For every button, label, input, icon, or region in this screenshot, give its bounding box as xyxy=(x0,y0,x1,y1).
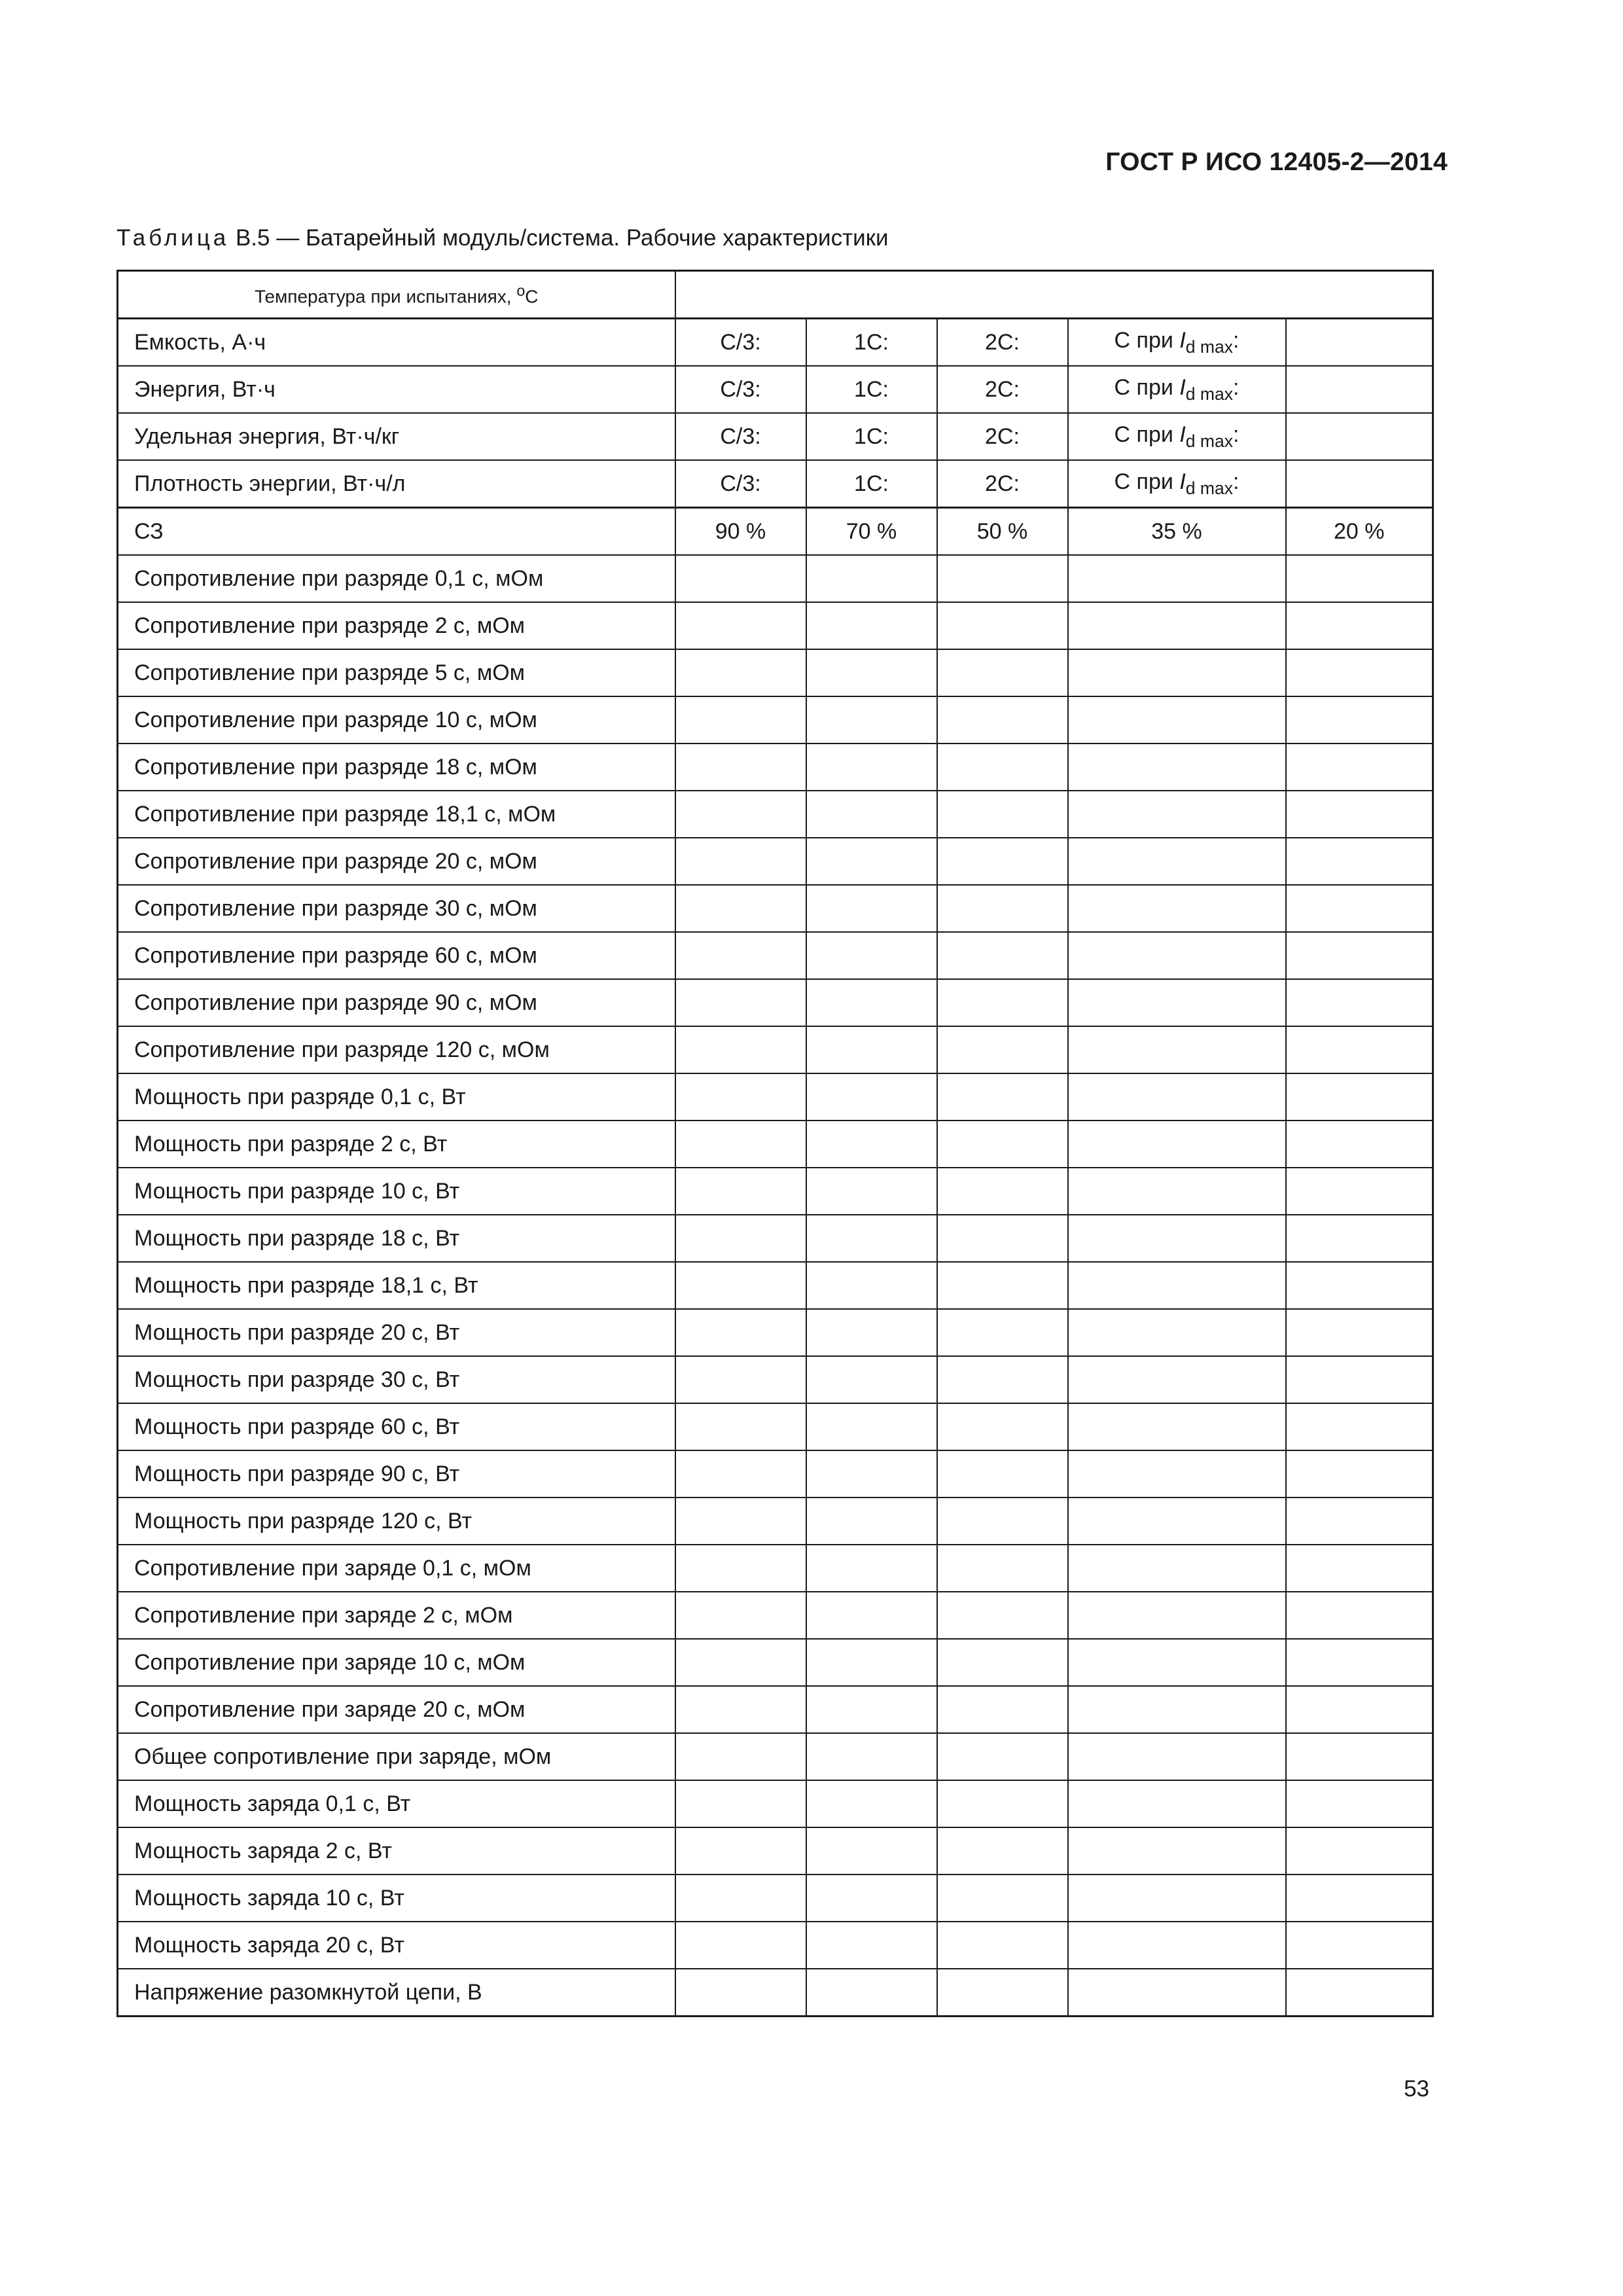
value-cell[interactable] xyxy=(1068,1780,1286,1827)
value-cell[interactable] xyxy=(1286,555,1433,602)
table-row xyxy=(118,1733,1433,1780)
value-cell[interactable] xyxy=(806,1827,937,1874)
value-cell[interactable] xyxy=(1068,649,1286,696)
value-cell[interactable] xyxy=(1286,838,1433,885)
table-row xyxy=(118,1356,1433,1403)
value-cell[interactable] xyxy=(675,649,806,696)
value-cell[interactable] xyxy=(806,979,937,1026)
value-cell[interactable] xyxy=(937,1073,1068,1121)
value-cell[interactable] xyxy=(937,1780,1068,1827)
value-cell[interactable] xyxy=(1286,1403,1433,1450)
value-cell[interactable] xyxy=(1286,1309,1433,1356)
table-row xyxy=(118,791,1433,838)
value-cell[interactable] xyxy=(1286,1262,1433,1309)
value-cell[interactable] xyxy=(937,1686,1068,1733)
value-cell[interactable] xyxy=(1068,1215,1286,1262)
value-cell[interactable] xyxy=(1068,932,1286,979)
soc-value: 70 % xyxy=(806,508,937,556)
value-cell[interactable] xyxy=(806,744,937,791)
value-cell[interactable] xyxy=(1068,885,1286,932)
value-cell[interactable] xyxy=(675,1498,806,1545)
value-cell[interactable] xyxy=(937,1309,1068,1356)
value-cell[interactable] xyxy=(806,1922,937,1969)
value-cell[interactable] xyxy=(937,1262,1068,1309)
table-row xyxy=(118,1215,1433,1262)
row-label: Сопротивление при разряде 120 с, мОм xyxy=(118,1026,675,1073)
row-label: Плотность энергии, Вт·ч/л xyxy=(118,460,675,508)
value-cell[interactable] xyxy=(675,1309,806,1356)
rate-cell-c2: 2С: xyxy=(937,366,1068,413)
value-cell[interactable] xyxy=(1286,791,1433,838)
value-cell[interactable] xyxy=(806,838,937,885)
value-cell[interactable] xyxy=(806,1215,937,1262)
value-cell[interactable] xyxy=(675,1356,806,1403)
value-cell[interactable] xyxy=(1068,1356,1286,1403)
value-cell[interactable] xyxy=(675,1215,806,1262)
table-row xyxy=(118,979,1433,1026)
value-cell[interactable] xyxy=(675,1592,806,1639)
value-cell[interactable] xyxy=(1068,838,1286,885)
row-label: Удельная энергия, Вт·ч/кг xyxy=(118,413,675,460)
value-cell[interactable] xyxy=(675,1073,806,1121)
value-cell[interactable] xyxy=(937,838,1068,885)
table-row xyxy=(118,744,1433,791)
row-label: СЗ xyxy=(118,508,675,556)
table-row xyxy=(118,1026,1433,1073)
value-cell[interactable] xyxy=(937,1356,1068,1403)
value-cell[interactable] xyxy=(1286,1121,1433,1168)
row-label: Сопротивление при разряде 0,1 с, мОм xyxy=(118,555,675,602)
value-cell[interactable] xyxy=(806,602,937,649)
value-cell[interactable] xyxy=(937,602,1068,649)
value-cell[interactable] xyxy=(675,1450,806,1498)
value-cell[interactable] xyxy=(675,1686,806,1733)
soc-value: 20 % xyxy=(1286,508,1433,556)
rate-row xyxy=(118,319,1433,367)
row-label: Мощность при разряде 18,1 с, Вт xyxy=(118,1262,675,1309)
value-cell[interactable] xyxy=(937,1168,1068,1215)
value-cell[interactable] xyxy=(937,1827,1068,1874)
table-body xyxy=(118,271,1433,2017)
rate-cell-c3: С/3: xyxy=(675,366,806,413)
value-cell[interactable] xyxy=(675,932,806,979)
value-cell[interactable] xyxy=(675,1874,806,1922)
value-cell[interactable] xyxy=(1286,979,1433,1026)
temperature-label: Температура при испытаниях, $^о$С xyxy=(118,271,675,319)
value-cell[interactable] xyxy=(937,744,1068,791)
value-cell[interactable] xyxy=(1068,602,1286,649)
value-cell[interactable] xyxy=(806,1969,937,2017)
value-cell[interactable] xyxy=(806,696,937,744)
value-cell[interactable] xyxy=(806,649,937,696)
row-label: Сопротивление при разряде 18 с, мОм xyxy=(118,744,675,791)
value-cell[interactable] xyxy=(675,555,806,602)
value-cell[interactable] xyxy=(806,1874,937,1922)
table-row xyxy=(118,1922,1433,1969)
value-cell[interactable] xyxy=(675,1827,806,1874)
value-cell[interactable] xyxy=(1068,791,1286,838)
table-row xyxy=(118,555,1433,602)
row-label: Мощность при разряде 0,1 с, Вт xyxy=(118,1073,675,1121)
value-cell[interactable] xyxy=(937,1215,1068,1262)
value-cell[interactable] xyxy=(675,838,806,885)
table-row xyxy=(118,932,1433,979)
value-cell[interactable] xyxy=(937,649,1068,696)
rate-cell-c1: 1С: xyxy=(806,366,937,413)
soc-value: 35 % xyxy=(1068,508,1286,556)
value-cell[interactable] xyxy=(806,1592,937,1639)
table-row xyxy=(118,649,1433,696)
temperature-row xyxy=(118,271,1433,319)
value-cell[interactable] xyxy=(937,1545,1068,1592)
value-cell[interactable] xyxy=(675,744,806,791)
row-label: Мощность при разряде 10 с, Вт xyxy=(118,1168,675,1215)
value-cell[interactable] xyxy=(1286,744,1433,791)
value-cell[interactable] xyxy=(806,1780,937,1827)
value-cell[interactable] xyxy=(1068,1545,1286,1592)
value-cell[interactable] xyxy=(806,1545,937,1592)
row-label: Мощность при разряде 18 с, Вт xyxy=(118,1215,675,1262)
row-label: Общее сопротивление при заряде, мОм xyxy=(118,1733,675,1780)
table-row xyxy=(118,1121,1433,1168)
value-cell[interactable] xyxy=(1286,1356,1433,1403)
value-cell[interactable] xyxy=(1286,1969,1433,2017)
rate-cell-cmax: С при $I_{d max}$: xyxy=(1068,460,1286,508)
table-row xyxy=(118,885,1433,932)
value-cell[interactable] xyxy=(675,979,806,1026)
value-cell[interactable] xyxy=(1068,1073,1286,1121)
value-cell[interactable] xyxy=(1068,744,1286,791)
table-row xyxy=(118,1403,1433,1450)
rate-row xyxy=(118,460,1433,508)
value-cell[interactable] xyxy=(1068,1969,1286,2017)
caption-label: Таблица xyxy=(116,225,230,251)
value-cell[interactable] xyxy=(1068,1733,1286,1780)
rate-cell-c1: 1С: xyxy=(806,319,937,367)
value-cell[interactable] xyxy=(1286,649,1433,696)
value-cell[interactable] xyxy=(1286,460,1433,508)
value-cell[interactable] xyxy=(806,1168,937,1215)
value-cell[interactable] xyxy=(1286,1686,1433,1733)
value-cell[interactable] xyxy=(806,932,937,979)
row-label: Сопротивление при разряде 2 с, мОм xyxy=(118,602,675,649)
value-cell[interactable] xyxy=(937,1592,1068,1639)
value-cell[interactable] xyxy=(675,885,806,932)
value-cell[interactable] xyxy=(937,555,1068,602)
value-cell[interactable] xyxy=(806,1121,937,1168)
rate-cell-c1: 1С: xyxy=(806,413,937,460)
value-cell[interactable] xyxy=(937,885,1068,932)
value-cell[interactable] xyxy=(1286,1168,1433,1215)
table-row xyxy=(118,1262,1433,1309)
value-cell[interactable] xyxy=(675,602,806,649)
value-cell[interactable] xyxy=(937,979,1068,1026)
row-label: Мощность заряда 0,1 с, Вт xyxy=(118,1780,675,1827)
characteristics-table xyxy=(116,270,1434,2017)
value-cell[interactable] xyxy=(806,1403,937,1450)
value-cell[interactable] xyxy=(1068,555,1286,602)
value-cell[interactable] xyxy=(1286,885,1433,932)
value-cell[interactable] xyxy=(1286,1592,1433,1639)
value-cell[interactable] xyxy=(675,1403,806,1450)
value-cell[interactable] xyxy=(937,1450,1068,1498)
value-cell[interactable] xyxy=(806,1262,937,1309)
table-row xyxy=(118,1592,1433,1639)
table-row xyxy=(118,1827,1433,1874)
value-cell[interactable] xyxy=(806,1356,937,1403)
row-label: Сопротивление при разряде 90 с, мОм xyxy=(118,979,675,1026)
value-cell[interactable] xyxy=(675,1121,806,1168)
row-label: Напряжение разомкнутой цепи, В xyxy=(118,1969,675,2017)
row-label: Сопротивление при заряде 2 с, мОм xyxy=(118,1592,675,1639)
value-cell[interactable] xyxy=(1286,1639,1433,1686)
value-cell[interactable] xyxy=(1068,1827,1286,1874)
row-label: Мощность заряда 10 с, Вт xyxy=(118,1874,675,1922)
value-cell[interactable] xyxy=(1068,1026,1286,1073)
value-cell[interactable] xyxy=(937,1498,1068,1545)
value-cell[interactable] xyxy=(1286,1733,1433,1780)
value-cell[interactable] xyxy=(937,1874,1068,1922)
value-cell[interactable] xyxy=(675,1969,806,2017)
row-label: Мощность при разряде 90 с, Вт xyxy=(118,1450,675,1498)
row-label: Емкость, А·ч xyxy=(118,319,675,367)
value-cell[interactable] xyxy=(806,1073,937,1121)
rate-cell-c2: 2С: xyxy=(937,413,1068,460)
value-cell[interactable] xyxy=(806,885,937,932)
value-cell[interactable] xyxy=(1068,1450,1286,1498)
soc-value: 50 % xyxy=(937,508,1068,556)
table-row xyxy=(118,1874,1433,1922)
value-cell[interactable] xyxy=(937,1733,1068,1780)
page-number: 53 xyxy=(1404,2076,1429,2102)
table-row xyxy=(118,1639,1433,1686)
table-row xyxy=(118,1073,1433,1121)
value-cell[interactable] xyxy=(675,1780,806,1827)
value-cell[interactable] xyxy=(1068,1498,1286,1545)
table-row xyxy=(118,838,1433,885)
value-cell[interactable] xyxy=(1286,602,1433,649)
row-label: Сопротивление при разряде 5 с, мОм xyxy=(118,649,675,696)
row-label: Мощность заряда 20 с, Вт xyxy=(118,1922,675,1969)
value-cell[interactable] xyxy=(1286,1827,1433,1874)
table-row xyxy=(118,1450,1433,1498)
table-row xyxy=(118,1780,1433,1827)
table-row xyxy=(118,696,1433,744)
row-label: Сопротивление при разряде 20 с, мОм xyxy=(118,838,675,885)
row-label: Сопротивление при разряде 30 с, мОм xyxy=(118,885,675,932)
value-cell[interactable] xyxy=(937,1403,1068,1450)
table-row xyxy=(118,1168,1433,1215)
table-row xyxy=(118,1969,1433,2017)
table-row xyxy=(118,1545,1433,1592)
value-cell[interactable] xyxy=(806,1498,937,1545)
value-cell[interactable] xyxy=(1068,1121,1286,1168)
rate-cell-c3: С/3: xyxy=(675,319,806,367)
value-cell[interactable] xyxy=(1286,1874,1433,1922)
value-cell[interactable] xyxy=(1286,1450,1433,1498)
value-cell[interactable] xyxy=(1286,1026,1433,1073)
value-cell[interactable] xyxy=(1068,1922,1286,1969)
value-cell[interactable] xyxy=(1068,1686,1286,1733)
rate-cell-c2: 2С: xyxy=(937,319,1068,367)
value-cell[interactable] xyxy=(937,696,1068,744)
row-label: Мощность при разряде 20 с, Вт xyxy=(118,1309,675,1356)
value-cell[interactable] xyxy=(937,1969,1068,2017)
value-cell[interactable] xyxy=(1068,696,1286,744)
caption-text: В.5 — Батарейный модуль/система. Рабочие характеристики xyxy=(229,225,889,251)
value-cell[interactable] xyxy=(937,1639,1068,1686)
value-cell[interactable] xyxy=(675,1639,806,1686)
row-label: Мощность при разряде 2 с, Вт xyxy=(118,1121,675,1168)
value-cell[interactable] xyxy=(937,791,1068,838)
value-cell[interactable] xyxy=(806,1026,937,1073)
value-cell[interactable] xyxy=(1286,1922,1433,1969)
value-cell[interactable] xyxy=(1286,413,1433,460)
value-cell[interactable] xyxy=(1068,979,1286,1026)
table-row xyxy=(118,1309,1433,1356)
rate-row xyxy=(118,366,1433,413)
row-label: Сопротивление при разряде 60 с, мОм xyxy=(118,932,675,979)
value-cell[interactable] xyxy=(1286,366,1433,413)
document-header: ГОСТ Р ИСО 12405-2—2014 xyxy=(1105,148,1448,176)
value-cell[interactable] xyxy=(806,1686,937,1733)
value-cell[interactable] xyxy=(1286,696,1433,744)
value-cell[interactable] xyxy=(1068,1639,1286,1686)
rate-row xyxy=(118,413,1433,460)
table-row xyxy=(118,1498,1433,1545)
value-cell[interactable] xyxy=(806,1639,937,1686)
value-cell[interactable] xyxy=(1068,1309,1286,1356)
value-cell[interactable] xyxy=(675,791,806,838)
value-cell[interactable] xyxy=(806,791,937,838)
value-cell[interactable] xyxy=(937,1922,1068,1969)
row-label: Мощность при разряде 60 с, Вт xyxy=(118,1403,675,1450)
row-label: Мощность при разряде 120 с, Вт xyxy=(118,1498,675,1545)
table-row xyxy=(118,1686,1433,1733)
table-caption xyxy=(116,225,889,251)
value-cell[interactable] xyxy=(806,1450,937,1498)
value-cell[interactable] xyxy=(1286,1215,1433,1262)
row-label: Мощность заряда 2 с, Вт xyxy=(118,1827,675,1874)
value-cell[interactable] xyxy=(1286,932,1433,979)
rate-cell-c2: 2С: xyxy=(937,460,1068,508)
value-cell[interactable] xyxy=(937,932,1068,979)
value-cell[interactable] xyxy=(1286,319,1433,367)
row-label: Мощность при разряде 30 с, Вт xyxy=(118,1356,675,1403)
table-row xyxy=(118,602,1433,649)
row-label: Энергия, Вт·ч xyxy=(118,366,675,413)
value-cell[interactable] xyxy=(675,1262,806,1309)
value-cell[interactable] xyxy=(1286,1498,1433,1545)
value-cell[interactable] xyxy=(1068,1592,1286,1639)
row-label: Сопротивление при разряде 10 с, мОм xyxy=(118,696,675,744)
value-cell[interactable] xyxy=(675,1168,806,1215)
rate-cell-c3: С/3: xyxy=(675,460,806,508)
row-label: Сопротивление при заряде 10 с, мОм xyxy=(118,1639,675,1686)
value-cell[interactable] xyxy=(937,1026,1068,1073)
value-cell[interactable] xyxy=(675,1922,806,1969)
soc-value: 90 % xyxy=(675,508,806,556)
value-cell[interactable] xyxy=(1068,1262,1286,1309)
temperature-value-cell[interactable] xyxy=(675,271,1433,319)
value-cell[interactable] xyxy=(937,1121,1068,1168)
rate-cell-cmax: С при $I_{d max}$: xyxy=(1068,366,1286,413)
rate-cell-cmax: С при $I_{d max}$: xyxy=(1068,319,1286,367)
value-cell[interactable] xyxy=(806,1309,937,1356)
value-cell[interactable] xyxy=(675,1026,806,1073)
rate-cell-c1: 1С: xyxy=(806,460,937,508)
value-cell[interactable] xyxy=(1286,1545,1433,1592)
row-label: Сопротивление при заряде 0,1 с, мОм xyxy=(118,1545,675,1592)
value-cell[interactable] xyxy=(675,1733,806,1780)
value-cell[interactable] xyxy=(1286,1073,1433,1121)
value-cell[interactable] xyxy=(1068,1168,1286,1215)
value-cell[interactable] xyxy=(806,1733,937,1780)
value-cell[interactable] xyxy=(675,696,806,744)
rate-cell-cmax: С при $I_{d max}$: xyxy=(1068,413,1286,460)
soc-row xyxy=(118,508,1433,556)
rate-cell-c3: С/3: xyxy=(675,413,806,460)
value-cell[interactable] xyxy=(806,555,937,602)
value-cell[interactable] xyxy=(1068,1403,1286,1450)
row-label: Сопротивление при разряде 18,1 с, мОм xyxy=(118,791,675,838)
row-label: Сопротивление при заряде 20 с, мОм xyxy=(118,1686,675,1733)
value-cell[interactable] xyxy=(1068,1874,1286,1922)
value-cell[interactable] xyxy=(675,1545,806,1592)
value-cell[interactable] xyxy=(1286,1780,1433,1827)
